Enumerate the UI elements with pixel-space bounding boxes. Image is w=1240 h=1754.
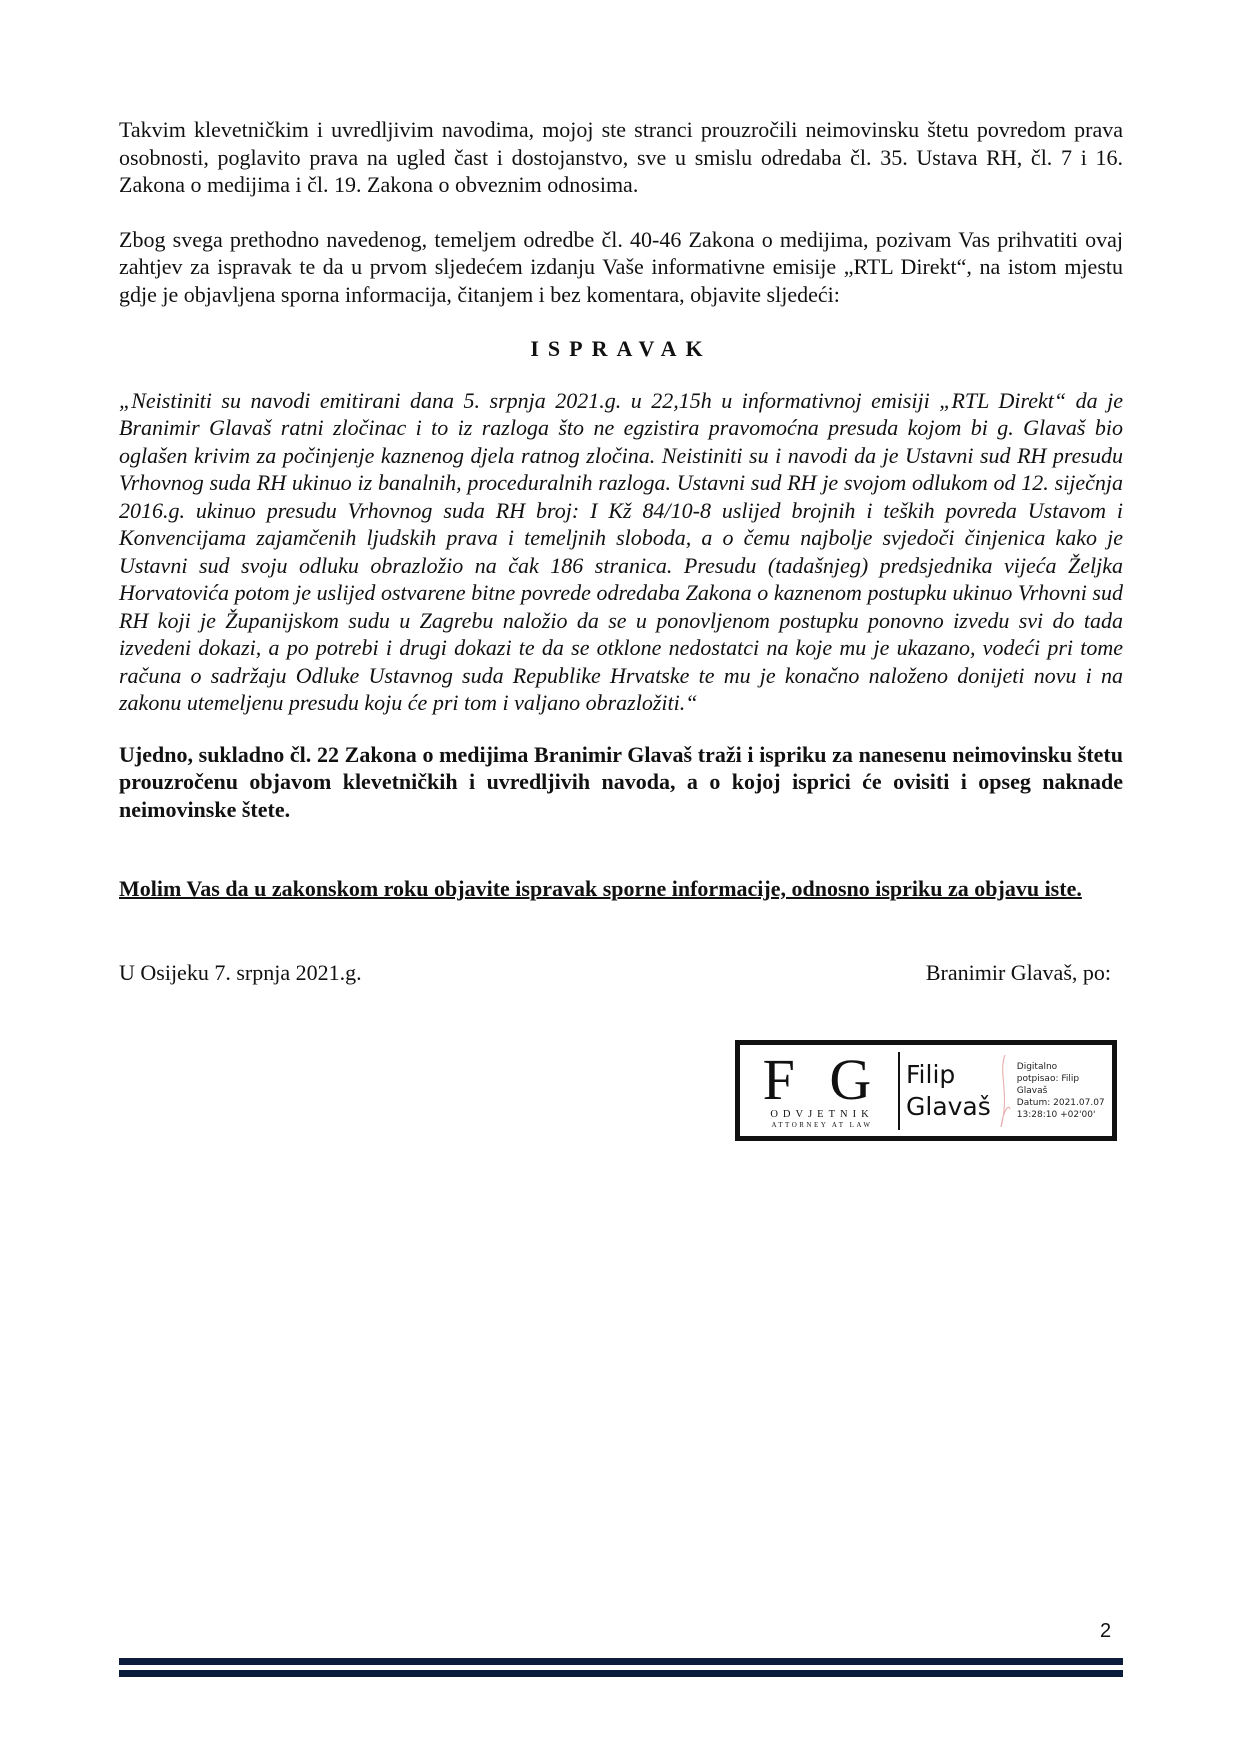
paragraph-damages: Takvim klevetničkim i uvredljivim navodima, mojoj ste stranci prouzročili neimovinsku štetu povredom prava osobnosti, poglavito prava na ugled čast i dostojanstvo, sve u smislu odredaba čl. 35. Ustava RH, čl. 7 i 16. Zakona o medijima i čl. 19. Zakona o obveznim odnosima.	[119, 117, 1123, 197]
place-date: U Osijeku 7. srpnja 2021.g.	[119, 959, 362, 985]
pdf-signature-icon	[997, 1053, 1011, 1129]
signer-name	[906, 1059, 991, 1123]
document-body	[119, 116, 1123, 1141]
signature-info-line: potpisao: Filip	[1016, 1073, 1080, 1084]
place-signer-row	[119, 959, 1123, 987]
correction-quote: „Neistiniti su navodi emitirani dana 5. srpnja 2021.g. u 22,15h u informativnoj emisiji „RTL Direkt“ da je Branimir Glavaš ratni zločinac i to iz razloga što ne egzistira pravomoćna presuda kojom bi g. Glavaš bio oglašen krivim za počinjenje kaznenog djela ratnog zločina. Neistiniti su i navodi da je Ustavni sud RH presudu Vrhovnog suda RH ukinuo iz banalnih, proceduralnih razloga. Ustavni sud RH je svojom odlukom od 12. siječnja 2016.g. ukinuo presudu Vrhovnog suda RH broj: I Kž 84/10-8 uslijed brojnih i teških povreda Ustavom i Konvencijama zajamčenih ljudskih prava i temeljnih sloboda, a o čemu najbolje svjedoči činjenica kako je Ustavni sud svoju odluku obrazložio na čak 186 stranica. Presudu (tadašnjeg) predsjednika vijeća Željka Horvatovića potom je uslijed ostvarene bitne povrede odredaba Zakona o kaznenom postupku ukinuo Vrhovni sud RH koji je Županijskom sudu u Zagrebu naložio da se u ponovljenom postupku ponovno izvedu svi do tada izvedeni dokazi, a po potrebi i drugi dokazi te da se otklone nedostatci na koje mu je ukazano, vodeći pri tome računa o sadržaju Odluke Ustavnog suda Republike Hrvatske te mu je konačno naloženo donijeti novu i na zakonu utemeljenu presudu koju će pri tom i valjano obrazložiti.“	[119, 387, 1123, 715]
page-number: 2	[1100, 1620, 1112, 1642]
signature-info	[1017, 1061, 1105, 1121]
logo-tagline: ATTORNEY AT LAW	[771, 1121, 873, 1129]
signature-info-line: Glavaš	[1016, 1085, 1048, 1096]
footer-rule-top	[119, 1658, 1123, 1665]
stamp-divider	[898, 1052, 900, 1130]
signature-info-line: Datum: 2021.07.07	[1016, 1097, 1105, 1108]
request-paragraph: Molim Vas da u zakonskom roku objavite ispravak sporne informacije, odnosno ispriku za objavu iste.	[119, 876, 1082, 901]
section-title-ispravak: ISPRAVAK	[530, 336, 712, 361]
footer-rule-bottom	[119, 1670, 1123, 1677]
stamp-wrapper	[119, 1040, 1117, 1141]
digital-signature-stamp[interactable]	[735, 1040, 1117, 1141]
fg-logo-block	[752, 1047, 892, 1130]
fg-logo: F G	[762, 1047, 882, 1112]
signer-line: Branimir Glavaš, po:	[925, 959, 1111, 985]
apology-paragraph: Ujedno, sukladno čl. 22 Zakona o medijima Branimir Glavaš traži i ispriku za nanesenu neimovinsku štetu prouzročenu objavom klevetničkih i uvredljivih navoda, a o kojoj isprici će ovisiti i opseg naknade neimovinske štete.	[119, 741, 1123, 822]
signer-last-name: Glavaš	[906, 1091, 991, 1121]
signature-info-line: Digitalno	[1016, 1061, 1058, 1072]
signature-info-line: 13:28:10 +02'00'	[1016, 1109, 1096, 1120]
logo-subtitle: ODVJETNIK	[770, 1109, 874, 1120]
paragraph-request-correction: Zbog svega prethodno navedenog, temeljem odredbe čl. 40-46 Zakona o medijima, pozivam Vas prihvatiti ovaj zahtjev za ispravak te da u prvom sljedećem izdanju Vaše informativne emisije „RTL Direkt“, na istom mjestu gdje je objavljena sporna informacija, čitanjem i bez komentara, objavite sljedeći:	[119, 226, 1123, 307]
signer-first-name: Filip	[906, 1059, 956, 1089]
